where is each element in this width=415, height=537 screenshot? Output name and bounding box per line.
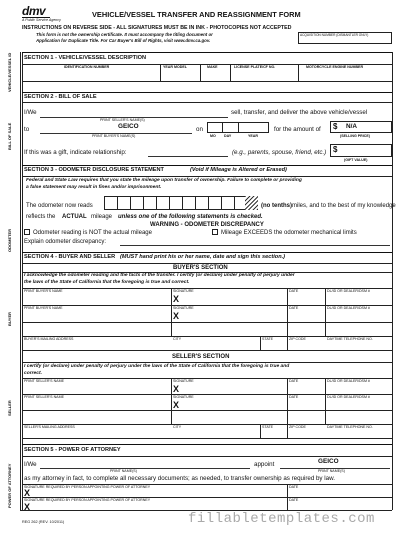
- buyer1-signature-label: SIGNATURE: [173, 289, 194, 293]
- gift-text: If this was a gift, indicate relationship:: [24, 149, 127, 156]
- buyer1-row-fields[interactable]: [23, 295, 391, 305]
- buyer-state-label: STATE: [262, 337, 274, 341]
- buyer-address-fields[interactable]: [23, 342, 391, 350]
- appointee-value[interactable]: GEICO: [318, 458, 339, 465]
- watermark: fillabletemplates.com: [188, 511, 375, 527]
- section2-title: SECTION 2 - BILL OF SALE: [24, 94, 97, 100]
- poa-date1-label: DATE: [289, 485, 299, 489]
- tenths-box: [245, 196, 258, 210]
- col-engine-number: MOTORCYCLE ENGINE NUMBER: [306, 65, 364, 69]
- date-year-label: YEAR: [248, 134, 258, 138]
- buyer-cert-2: the laws of the State of California that the foregoing is true and correct.: [24, 280, 190, 285]
- date-mo-label: MO: [210, 134, 216, 138]
- selling-price-label: (SELLING PRICE): [340, 134, 370, 138]
- buyer1-date-label: DATE: [289, 289, 299, 293]
- appoint-label: appoint: [254, 461, 275, 468]
- col-id-number: IDENTIFICATION NUMBER: [64, 65, 110, 69]
- buyer1-name-label: PRINT BUYER'S NAME: [24, 289, 63, 293]
- note-line-2: Application for Duplicate Title. For Car Buyer's Bill of Rights, visit www.dmv.ca.gov.: [36, 38, 211, 43]
- col-year-model: YEAR MODEL: [163, 65, 187, 69]
- appointee-print-names-label: PRINT NAME(S): [318, 469, 345, 473]
- form-number: REG 262 (REV. 10/2011): [22, 520, 65, 524]
- actual-label: ACTUAL: [62, 214, 87, 220]
- seller1-signature-label: SIGNATURE: [173, 379, 194, 383]
- col-license-plate: LICENSE PLATE/CF NO.: [234, 65, 276, 69]
- seller2-signature-x: X: [173, 400, 180, 410]
- poa-sig2-label: SIGNATURE REQUIRED BY PERSON APPOINTING POWER OF ATTORNEY: [24, 498, 151, 502]
- acquisition-label: ACQUISITION NUMBER (DISMANTLER ONLY): [300, 32, 369, 37]
- section3-title-note: (Void if Mileage is Altered or Erased): [190, 167, 287, 173]
- on-label: on: [196, 126, 203, 133]
- buyer-zip-label: ZIP CODE: [289, 337, 306, 341]
- dmv-logo: dmv: [22, 4, 46, 18]
- seller-address-fields[interactable]: [23, 430, 391, 438]
- exceeds-limits-checkbox[interactable]: [212, 229, 218, 235]
- side-bill-of-sale: BILL OF SALE: [7, 122, 12, 150]
- sell-text: sell, transfer, and deliver the above vehicle/vessel: [231, 109, 368, 116]
- buyer2-name-label: PRINT BUYER'S NAME: [24, 306, 63, 310]
- logo-tagline: A Public Service Agency: [22, 18, 61, 22]
- seller2-name-label: PRINT SELLER'S NAME: [24, 395, 64, 399]
- explain-field[interactable]: [120, 245, 390, 246]
- seller2-date-label: DATE: [289, 395, 299, 399]
- seller-zip-label: ZIP CODE: [289, 425, 306, 429]
- side-power-of-attorney: POWER OF ATTORNEY: [7, 463, 12, 508]
- seller-name-label: PRINT SELLER'S NAME(S): [100, 118, 145, 122]
- seller1-row-fields[interactable]: [23, 385, 391, 394]
- buyer2-signature-x: X: [173, 311, 180, 321]
- buyer-mailing-label: BUYER'S MAILING ADDRESS: [24, 337, 74, 341]
- buyer2-date-label: DATE: [289, 306, 299, 310]
- poa-print-names-label: PRINT NAME(S): [110, 469, 137, 473]
- seller-city-label: CITY: [173, 425, 182, 429]
- iwe-label: I/We: [24, 109, 37, 116]
- poa-names-field[interactable]: [40, 468, 250, 469]
- explain-label: Explain odometer discrepancy:: [24, 239, 107, 245]
- law-line-1: Federal and State Law requires that you state the mileage upon transfer of ownership. Failure to complete or providing: [26, 178, 302, 183]
- buyer-name-value[interactable]: GEICO: [118, 123, 139, 130]
- exceeds-limits-label: Mileage EXCEEDS the odometer mechanical limits: [221, 230, 357, 236]
- mileage-label: mileage: [91, 214, 113, 220]
- gift-relationship-field[interactable]: [148, 156, 228, 157]
- section4-title: SECTION 4 - BUYER AND SELLER: [24, 254, 116, 260]
- poa-sig2-x: X: [24, 502, 31, 512]
- gift-value-label: (GIFT VALUE): [344, 158, 368, 162]
- seller-state-label: STATE: [262, 425, 274, 429]
- seller2-row-fields[interactable]: [23, 401, 391, 410]
- dollar-sign: $: [333, 122, 338, 131]
- poa-date2-label: DATE: [289, 498, 299, 502]
- seller-cert-2: correct.: [24, 371, 42, 376]
- buyer1-dl-label: DL/ID OR DEALER/DSM #: [327, 289, 370, 293]
- seller-phone-label: DAYTIME TELEPHONE NO.: [327, 425, 373, 429]
- seller-cert-1: I certify (or declare) under penalty of perjury under the laws of the State of California that the foregoing is true and: [24, 364, 290, 369]
- not-actual-checkbox[interactable]: [24, 229, 30, 235]
- buyer2-signature-label: SIGNATURE: [173, 306, 194, 310]
- poa-sig2-field[interactable]: [23, 502, 391, 510]
- buyer-section-heading: BUYER'S SECTION: [173, 265, 228, 271]
- buyer-phone-label: DAYTIME TELEPHONE NO.: [327, 337, 373, 341]
- buyer2-dl-label: DL/ID OR DEALER/DSM #: [327, 306, 370, 310]
- poa-text: as my attorney in fact, to complete all necessary documents; as needed, to transfer ownership as required by law.: [24, 475, 335, 482]
- form-title: VEHICLE/VESSEL TRANSFER AND REASSIGNMENT FORM: [92, 10, 301, 19]
- no-tenths-label: (no tenths): [261, 203, 292, 209]
- to-label: to: [24, 126, 30, 133]
- section1-title: SECTION 1 - VEHICLE/VESSEL DESCRIPTION: [24, 55, 147, 61]
- side-buyer: BUYER: [7, 311, 12, 326]
- gift-example: (e.g., parents, spouse, friend, etc.): [232, 149, 327, 156]
- gift-value-field[interactable]: [330, 144, 392, 157]
- side-vehicle-id: VEHICLE/VESSEL ID: [7, 52, 12, 92]
- seller-mailing-label: SELLER'S MAILING ADDRESS: [24, 425, 75, 429]
- col-make: MAKE: [207, 65, 218, 69]
- reflects-label: reflects the: [26, 214, 56, 220]
- section3-title: SECTION 3 - ODOMETER DISCLOSURE STATEMENT: [24, 167, 164, 173]
- odometer-reads-label: The odometer now reads: [26, 203, 93, 209]
- date-day-label: DAY: [224, 134, 232, 138]
- warning-heading: WARNING - ODOMETER DISCREPANCY: [150, 222, 264, 228]
- amount-text: for the amount of: [274, 126, 321, 133]
- side-odometer: ODOMETER: [7, 228, 12, 252]
- poa-sig1-x: X: [24, 488, 31, 498]
- gift-dollar-sign: $: [333, 145, 338, 154]
- seller-section-heading: SELLER'S SECTION: [172, 354, 230, 360]
- vehicle-description-row[interactable]: [23, 71, 391, 81]
- note-line-1: This form is not the ownership certificate. It must accompany the titling document or: [36, 32, 213, 37]
- acquisition-field[interactable]: [298, 32, 392, 44]
- buyer-city-label: CITY: [173, 337, 182, 341]
- poa-sig1-field[interactable]: [23, 489, 391, 497]
- buyer1-signature-x: X: [173, 294, 180, 304]
- odometer-reads-continued: miles, and to the best of my knowledge: [292, 203, 396, 209]
- poa-sig1-label: SIGNATURE REQUIRED BY PERSON APPOINTING POWER OF ATTORNEY: [24, 485, 151, 489]
- buyer-cert-1: I acknowledge the odometer reading and the facts of the transfer. I certify (or declare) under penalty of perjury under: [24, 273, 295, 278]
- seller1-dl-label: DL/ID OR DEALER/DSM #: [327, 379, 370, 383]
- selling-price-field[interactable]: [330, 121, 392, 133]
- section5-title: SECTION 5 - POWER OF ATTORNEY: [24, 447, 121, 453]
- section4-title-note: (MUST hand print his or her name, date and sign this section.): [120, 254, 286, 260]
- seller2-signature-label: SIGNATURE: [173, 395, 194, 399]
- unless-text: unless one of the following statements is checked.: [118, 214, 263, 220]
- poa-iwe-label: I/We: [24, 461, 37, 468]
- seller1-signature-x: X: [173, 384, 180, 394]
- buyer2-row-fields[interactable]: [23, 312, 391, 322]
- side-seller: SELLER: [7, 400, 12, 416]
- buyer-name-label: PRINT BUYER'S NAME(S): [92, 134, 136, 138]
- selling-price-value: N/A: [346, 123, 358, 130]
- seller1-name-label: PRINT SELLER'S NAME: [24, 379, 64, 383]
- not-actual-label: Odometer reading is NOT the actual mileage: [33, 230, 152, 236]
- instructions-line: INSTRUCTIONS ON REVERSE SIDE - ALL SIGNATURES MUST BE IN INK - PHOTOCOPIES NOT ACCEPTED: [22, 25, 292, 31]
- law-line-2: a false statement may result in fines and/or imprisonment.: [26, 185, 162, 190]
- seller2-dl-label: DL/ID OR DEALER/DSM #: [327, 395, 370, 399]
- seller1-date-label: DATE: [289, 379, 299, 383]
